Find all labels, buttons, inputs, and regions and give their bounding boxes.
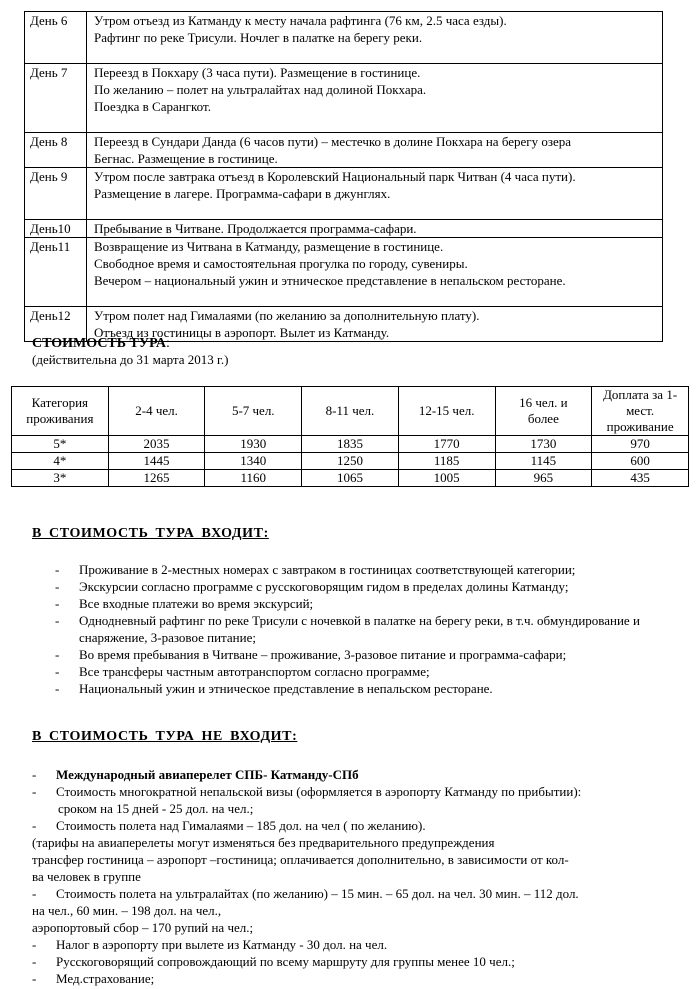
included-item-text: Национальный ужин и этническое представление в непальском ресторане.: [79, 681, 493, 696]
excluded-heading: В СТОИМОСТЬ ТУРА НЕ ВХОДИТ:: [32, 729, 298, 744]
price-header-text: проживания: [26, 411, 94, 426]
price-row: [12, 436, 689, 453]
excluded-item: [32, 783, 692, 800]
bullet-dash: -: [32, 937, 37, 952]
excluded-item-text: сроком на 15 дней - 25 дол. на чел.;: [58, 801, 254, 816]
itinerary-description: [87, 238, 663, 307]
price-column-header: [12, 387, 109, 436]
price-header-text: Доплата за 1-мест.: [603, 387, 678, 418]
itinerary-line: Бегнас. Размещение в гостинице.: [94, 151, 278, 166]
itinerary-row: [25, 220, 663, 238]
itinerary-day: День 9: [25, 168, 87, 220]
included-item: [52, 578, 692, 595]
price-category: 3*: [12, 470, 109, 487]
excluded-item-text: Стоимость полета на ультралайтах (по желанию) – 15 мин. – 65 дол. на чел. 30 мин. – 112 дол.: [56, 886, 579, 901]
excluded-item-text: трансфер гостиница – аэропорт –гостиница; оплачивается дополнительно, в зависимости от кол-: [32, 852, 569, 867]
included-item: [52, 612, 692, 646]
price-title-text: СТОИМОСТЬ ТУРА: [32, 336, 167, 351]
excluded-item-text: Стоимость многократной непальской визы (оформляется в аэропорту Катманду по прибытии):: [56, 784, 582, 799]
excluded-item: [32, 800, 692, 817]
itinerary-description: [87, 12, 663, 64]
price-validity: (действительна до 31 марта 2013 г.): [32, 352, 229, 367]
bullet-dash: -: [32, 971, 37, 986]
itinerary-line: Размещение в лагере. Программа-сафари в джунглях.: [94, 186, 391, 201]
itinerary-day: День 6: [25, 12, 87, 64]
included-item: [52, 561, 692, 578]
blank-line: [94, 115, 658, 132]
price-cell: 1770: [398, 436, 495, 453]
price-header-text: 16 чел. и: [519, 395, 568, 410]
excluded-item: [32, 936, 692, 953]
price-header-text: 12-15 чел.: [418, 403, 475, 418]
excluded-item: [32, 766, 692, 783]
price-row: [12, 453, 689, 470]
price-column-header: [205, 387, 302, 436]
price-cell: 1730: [495, 436, 592, 453]
price-category: 5*: [12, 436, 109, 453]
excluded-item-text: Русскоговорящий сопровождающий по всему маршруту для группы менее 10 чел.;: [56, 954, 515, 969]
excluded-item-text: Мед.страхование;: [56, 971, 155, 986]
price-title: [32, 336, 170, 352]
included-item-text: Все входные платежи во время экскурсий;: [79, 596, 314, 611]
excluded-item-text: (тарифы на авиаперелеты могут изменяться без предварительного предупреждения: [32, 835, 495, 850]
excluded-item-text: Налог в аэропорту при вылете из Катманду - 30 дол. на чел.: [56, 937, 388, 952]
excluded-item-text: аэропортовый сбор – 170 рупий на чел.;: [32, 920, 254, 935]
price-cell: 1930: [205, 436, 302, 453]
included-item: [52, 680, 692, 697]
itinerary-line: Свободное время и самостоятельная прогулка по городу, сувениры.: [94, 256, 468, 271]
itinerary-line: Переезд в Сундари Данда (6 часов пути) – местечко в долине Покхара на берегу озера: [94, 134, 572, 149]
itinerary-table: [24, 11, 663, 342]
bullet-dash: -: [32, 886, 37, 901]
blank-line: [94, 202, 658, 219]
excluded-item: [32, 834, 692, 851]
price-column-header: [495, 387, 592, 436]
excluded-item-text: Международный авиаперелет СПБ- Катманду-СПб: [56, 767, 359, 782]
price-cell: 600: [592, 453, 689, 470]
itinerary-line: По желанию – полет на ультралайтах над долиной Покхара.: [94, 82, 427, 97]
bullet-dash: -: [55, 647, 60, 662]
excluded-item: [32, 868, 692, 885]
price-row: [12, 470, 689, 487]
price-cell: 2035: [108, 436, 205, 453]
itinerary-description: [87, 220, 663, 238]
included-item: [52, 663, 692, 680]
price-cell: 1445: [108, 453, 205, 470]
included-list: [52, 561, 692, 697]
price-cell: 1250: [302, 453, 399, 470]
price-cell: 1265: [108, 470, 205, 487]
itinerary-description: [87, 307, 663, 342]
price-title-suffix: :: [166, 336, 170, 351]
price-header-text: проживание: [606, 419, 674, 434]
price-cell: 1005: [398, 470, 495, 487]
price-cell: 1145: [495, 453, 592, 470]
excluded-item-text: Стоимость полета над Гималаями – 185 дол. на чел ( по желанию).: [56, 818, 426, 833]
itinerary-day: День12: [25, 307, 87, 342]
bullet-dash: -: [55, 562, 60, 577]
itinerary-description: [87, 133, 663, 168]
price-column-header: [302, 387, 399, 436]
blank-line: [94, 46, 658, 63]
price-cell: 1185: [398, 453, 495, 470]
price-cell: 965: [495, 470, 592, 487]
included-item-text: Все трансферы частным автотранспортом согласно программе;: [79, 664, 430, 679]
itinerary-line: Поездка в Сарангкот.: [94, 99, 211, 114]
price-cell: 435: [592, 470, 689, 487]
itinerary-row: [25, 133, 663, 168]
bullet-dash: -: [32, 818, 37, 833]
itinerary-line: Вечером – национальный ужин и этническое представление в непальском ресторане.: [94, 273, 566, 288]
included-item: [52, 646, 692, 663]
price-header-text: Категория: [31, 395, 89, 410]
price-header-text: более: [527, 411, 559, 426]
itinerary-row: [25, 238, 663, 307]
itinerary-description: [87, 64, 663, 133]
price-table-header-row: [12, 387, 689, 436]
bullet-dash: -: [32, 784, 37, 799]
price-cell: 1160: [205, 470, 302, 487]
excluded-item-text: на чел., 60 мин. – 198 дол. на чел.,: [32, 903, 222, 918]
itinerary-line: Рафтинг по реке Трисули. Ночлег в палатке на берегу реки.: [94, 30, 423, 45]
price-column-header: [108, 387, 205, 436]
itinerary-row: [25, 12, 663, 64]
price-cell: 1835: [302, 436, 399, 453]
excluded-item-text: ва человек в группе: [32, 869, 141, 884]
included-heading: В СТОИМОСТЬ ТУРА ВХОДИТ:: [32, 526, 269, 541]
excluded-item: [32, 919, 692, 936]
itinerary-line: Отъезд из гостиницы в аэропорт. Вылет из Катманду.: [94, 325, 390, 340]
included-item-text: Во время пребывания в Читване – проживание, 3-разовое питание и программа-сафари;: [79, 647, 567, 662]
included-item-text: Однодневный рафтинг по реке Трисули с ночевкой в палатке на берегу реки, в т.ч. обмундирование и снаряжение, 3-разовое питание;: [79, 613, 640, 645]
itinerary-line: Утром после завтрака отъезд в Королевский Национальный парк Читван (4 часа пути).: [94, 169, 576, 184]
price-column-header: [398, 387, 495, 436]
excluded-item: [32, 817, 692, 834]
included-item-text: Проживание в 2-местных номерах с завтраком в гостиницах соответствующей категории;: [79, 562, 576, 577]
itinerary-line: Пребывание в Читване. Продолжается программа-сафари.: [94, 221, 417, 236]
itinerary-line: Утром отъезд из Катманду к месту начала рафтинга (76 км, 2.5 часа езды).: [94, 13, 507, 28]
blank-line: [94, 289, 658, 306]
itinerary-day: День 7: [25, 64, 87, 133]
itinerary-day: День10: [25, 220, 87, 238]
bullet-dash: -: [55, 681, 60, 696]
excluded-item: [32, 970, 692, 987]
price-cell: 970: [592, 436, 689, 453]
price-table: [11, 386, 689, 487]
included-item: [52, 595, 692, 612]
itinerary-line: Утром полет над Гималаями (по желанию за дополнительную плату).: [94, 308, 480, 323]
bullet-dash: -: [55, 579, 60, 594]
excluded-item: [32, 851, 692, 868]
itinerary-day: День11: [25, 238, 87, 307]
excluded-list: [32, 766, 692, 987]
excluded-item: [32, 902, 692, 919]
price-header-text: 5-7 чел.: [231, 403, 275, 418]
price-header-text: 8-11 чел.: [325, 403, 375, 418]
price-header-text: 2-4 чел.: [135, 403, 178, 418]
bullet-dash: -: [55, 596, 60, 611]
price-cell: 1340: [205, 453, 302, 470]
bullet-dash: -: [32, 767, 37, 782]
itinerary-description: [87, 168, 663, 220]
price-column-header: [592, 387, 689, 436]
excluded-item: [32, 953, 692, 970]
itinerary-line: Переезд в Покхару (3 часа пути). Размещение в гостинице.: [94, 65, 421, 80]
itinerary-day: День 8: [25, 133, 87, 168]
price-category: 4*: [12, 453, 109, 470]
itinerary-line: Возвращение из Читвана в Катманду, размещение в гостинице.: [94, 239, 444, 254]
bullet-dash: -: [55, 613, 60, 628]
itinerary-row: [25, 168, 663, 220]
itinerary-row: [25, 64, 663, 133]
bullet-dash: -: [55, 664, 60, 679]
included-item-text: Экскурсии согласно программе с русскоговорящим гидом в пределах долины Катманду;: [79, 579, 569, 594]
price-cell: 1065: [302, 470, 399, 487]
bullet-dash: -: [32, 954, 37, 969]
excluded-item: [32, 885, 692, 902]
